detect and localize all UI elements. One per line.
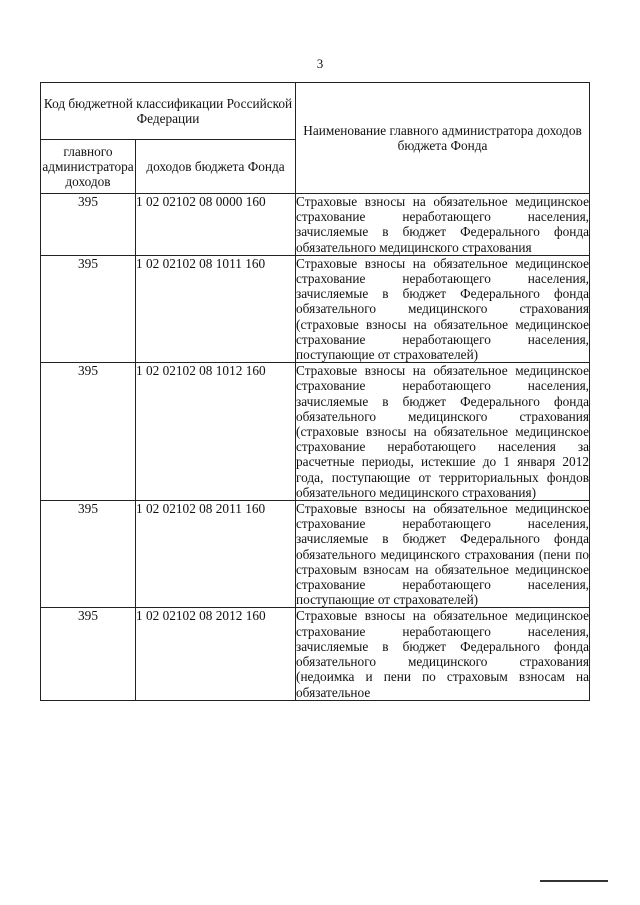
revenue-name-cell: Страховые взносы на обязательное медицинское страхование неработающего населения, зачисляемые в бюджет Федерального фонда обязательного медицинского страхования [296, 194, 590, 255]
revenue-code-cell: 1 02 02102 08 2012 160 [136, 608, 296, 700]
table-row [41, 363, 590, 501]
table-row [41, 608, 590, 700]
table-row [41, 501, 590, 608]
admin-code-cell: 395 [41, 608, 136, 700]
admin-code-cell: 395 [41, 255, 136, 362]
revenue-name-cell: Страховые взносы на обязательное медицинское страхование неработающего населения, зачисляемые в бюджет Федерального фонда обязательного медицинского страхования (страховые взносы на обязательное медицинское страхование неработающего населения, поступающие от страхователей) [296, 255, 590, 363]
footer-stamp-line [540, 880, 608, 882]
header-budget-code: Код бюджетной классификации Российской Федерации [41, 83, 296, 140]
admin-code-cell: 395 [41, 501, 136, 608]
budget-classification-table [40, 82, 590, 701]
revenue-code-cell: 1 02 02102 08 2011 160 [136, 501, 296, 608]
revenue-name-cell: Страховые взносы на обязательное медицинское страхование неработающего населения, зачисляемые в бюджет Федерального фонда обязательного медицинского страхования (недоимка и пени по страховым взносам на обязательное [296, 608, 590, 700]
header-main-administrator: главного администратора доходов [41, 140, 136, 194]
admin-code-cell: 395 [41, 363, 136, 501]
revenue-code-cell: 1 02 02102 08 1012 160 [136, 363, 296, 501]
header-administrator-name: Наименование главного администратора доходов бюджета Фонда [296, 83, 590, 194]
revenue-code-cell: 1 02 02102 08 1011 160 [136, 255, 296, 362]
header-fund-revenue: доходов бюджета Фонда [136, 140, 296, 194]
table-row [41, 255, 590, 362]
revenue-name-cell: Страховые взносы на обязательное медицинское страхование неработающего населения, зачисляемые в бюджет Федерального фонда обязательного медицинского страхования (страховые взносы на обязательное медицинское страхование неработающего населения за расчетные периоды, истекшие до 1 января 2012 года, поступающие от территориальных фондов обязательного медицинского страхования) [296, 363, 590, 500]
revenue-code-cell: 1 02 02102 08 0000 160 [136, 194, 296, 256]
page-number: 3 [316, 56, 324, 71]
revenue-name-cell: Страховые взносы на обязательное медицинское страхование неработающего населения, зачисляемые в бюджет Федерального фонда обязательного медицинского страхования (пени по страховым взносам на обязательное медицинское страхование неработающего населения, поступающие от страхователей) [296, 501, 590, 608]
admin-code-cell: 395 [41, 194, 136, 256]
table-row [41, 194, 590, 256]
